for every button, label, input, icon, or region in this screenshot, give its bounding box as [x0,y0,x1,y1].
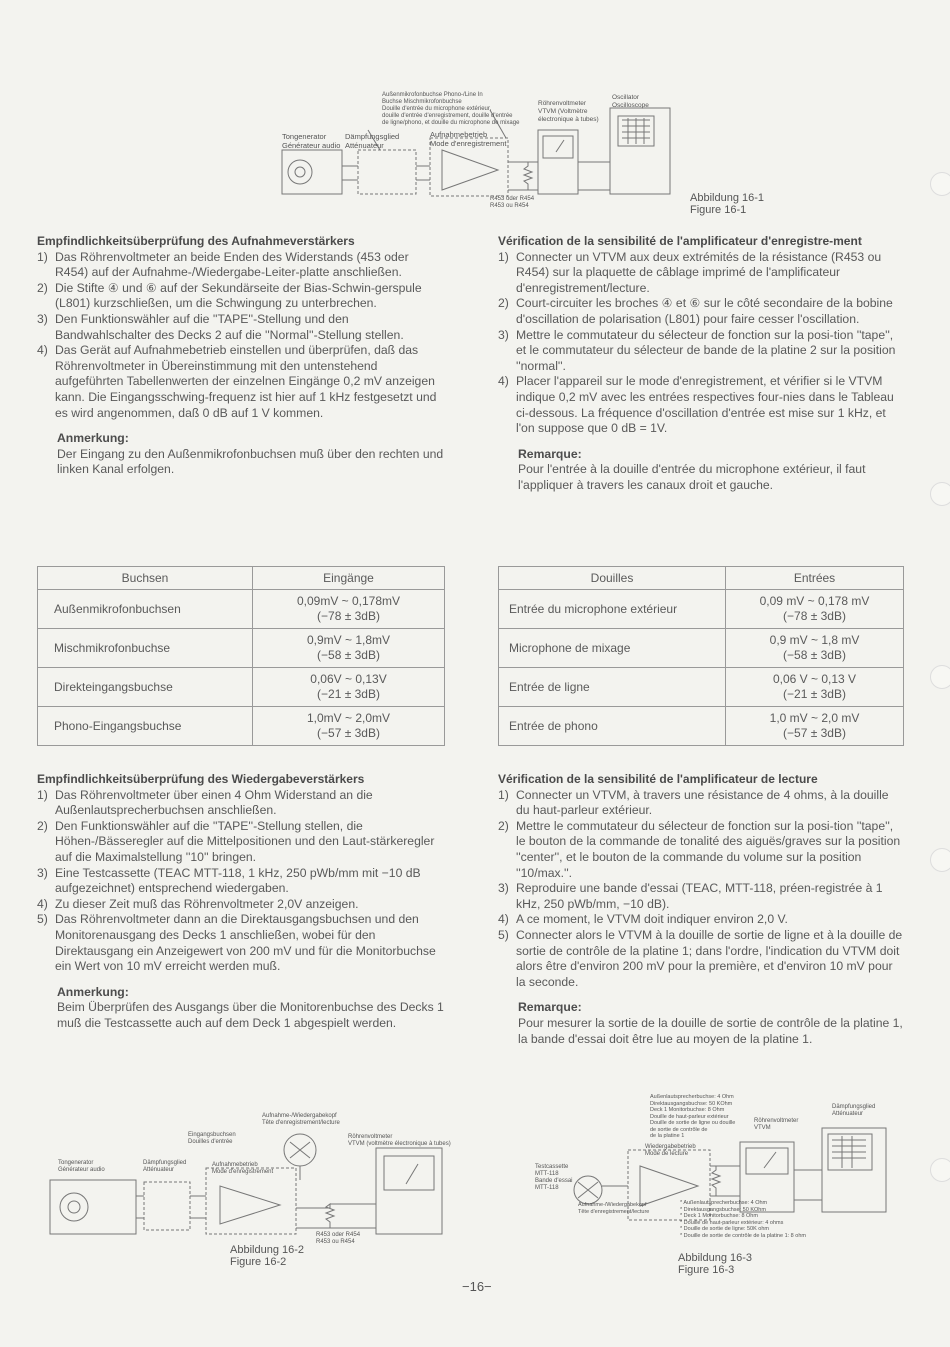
figure-16-2-label-de: Abbildung 16-2 [230,1244,305,1256]
note2-text-fr: Pour mesurer la sortie de la douille de sortie de contrôle de la platine 1, la bande d'essai doit être lue au moyen de la platine 1. [518,1015,903,1046]
fig3-attenuator-de: Dämpfungsglied [832,1104,876,1110]
note2-head-de: Anmerkung: [57,984,129,999]
fig3-output-7: de la platine 1 [650,1133,685,1139]
table-row: Microphone de mixage 0,9 mV ~ 1,8 mV (−58 ± 3dB) [499,629,904,668]
fig3-vtvm-de: Röhrenvoltmeter [754,1118,799,1124]
fig3-legend-5: * Douille de sortie de ligne: 50K ohm [680,1226,769,1232]
figure-16-2-label-fr: Figure 16-2 [230,1256,287,1268]
table-row: Phono-Eingangsbuchse 1,0mV ~ 2,0mV (−57 ± 3dB) [38,707,445,746]
fig3-legend-6: * Douille de sortie de contrôle de la platine 1: 8 ohm [680,1232,806,1239]
fig2-head-de: Aufnahme-/Wiedergabekopf [262,1113,337,1119]
fig1-input-note-4: douille d'entrée d'enregistrement, douille d'entrée [382,113,513,119]
fig3-output-2: Direktausgangsbuchse: 50 KOhm [650,1100,733,1107]
step-item: 1) Connecter un VTVM aux deux extrémités de la résistance (R453 ou R454) sur la plaquette de câblage imprimé de l'amplificateur d'enregistrement/lecture. [498,249,882,295]
fig2-generator-fr: Générateur audio [58,1167,105,1173]
note-text-fr: Pour l'entrée à la douille d'entrée du microphone extérieur, il faut l'appliquer à travers les canaux droit et gauche. [518,462,866,492]
fig1-input-note-5: de ligne/phono, et douille du microphone de mixage [382,120,520,126]
left-column-playback [37,772,445,1032]
fig1-generator-fr: Générateur audio [282,141,341,150]
fig1-scope-2: Oscilloscope [612,102,649,109]
fig2-resistor-fr: R453 ou R454 [316,1239,355,1245]
fig3-cassette-1: Testcassette [535,1164,569,1170]
fig1-resistor-fr: R453 ou R454 [490,203,529,209]
fig3-legend-3: * Deck 1 Monitorbuchse: 8 Ohm [680,1213,758,1219]
fig3-cassette-4: MTT-118 [535,1185,559,1191]
step-item: 1) Das Röhrenvoltmeter an beide Enden des Widerstands (453 oder R454) auf der Aufnahme-/Wiedergabe-Leiter-platte anschließen. [37,249,409,280]
table-row: Entrée de ligne 0,06 V ~ 0,13 V (−21 ± 3dB) [499,668,904,707]
step-item: 3) Mettre le commutateur du sélecteur de fonction sur la posi-tion ''tape'', et le commutateur du sélecteur de bande de la platine 2 sur la position ''normal''. [498,327,896,373]
fig3-vtvm-fr: VTVM [754,1125,771,1131]
fig3-output-6: de sortie de contrôle de [650,1126,708,1133]
note-head-fr: Remarque: [518,446,582,461]
fig3-head-fr: Tête d'enregistrement/lecture [578,1208,650,1215]
fig3-head-de: Aufnahme-/Wiedergabekopf [578,1202,647,1208]
right-column-record [498,234,904,494]
fig3-legend-2: * Direktausgangsbuchse: 50 KOhm [680,1206,766,1213]
fig3-legend-1: * Außenlautsprecherbuchse: 4 Ohm [680,1200,768,1206]
table-row: Entrée du microphone extérieur 0,09 mV ~ 0,178 mV (−78 ± 3dB) [499,590,904,629]
fig3-attenuator-fr: Atténuateur [832,1111,864,1117]
step-item: 2) Mettre le commutateur du sélecteur de fonction sur la posi-tion ''tape'', le bouton de la commande de tonalité des aiguës/graves sur la position ''center'', et le bouton de la commande du volume sur la position ''10/max.''. [498,818,901,880]
fig3-cassette-2: MTT-118 [535,1171,559,1177]
table-inputs-de [37,566,445,746]
table-row: Entrée de phono 1,0 mV ~ 2,0 mV (−57 ± 3dB) [499,707,904,746]
steps-playback-fr [498,788,904,991]
fig3-output-4: Douille de haut-parleur extérieur [650,1113,729,1120]
heading-playback-sensitivity-de: Empfindlichkeitsüberprüfung des Wiedergabeverstärkers [37,772,365,786]
punch-hole [930,848,950,872]
page-number: −16− [462,1279,492,1294]
step-item: 1) Connecter un VTVM, à travers une résistance de 4 ohms, à la douille du haut-parleur extérieur. [498,787,889,818]
fig1-scope-1: Oscillator [612,94,640,101]
step-item: 5) Das Röhrenvoltmeter dann an die Direktausgangsbuchsen und den Monitorenausgang des Decks 1 anschließen, wobei für den Direktausgang ein Anzeigewert von 200 mV und für die Monitorbuchse ein Wert von 10 mV erreicht werden muß. [37,912,436,974]
step-item: 3) Reproduire une bande d'essai (TEAC, MTT-118, préen-registrée à 1 kHz, 250 pWb/mm, −10 dB). [498,881,883,911]
step-item: 4) A ce moment, le VTVM doit indiquer environ 2,0 V. [498,912,788,927]
fig3-legend-4: * Douille de haut-parleur extérieur: 4 ohms [680,1219,784,1226]
punch-hole [930,172,950,196]
fig1-generator-de: Tongenerator [282,132,327,141]
fig2-mode-fr: Mode d'enregistrement [212,1169,274,1175]
fig1-vtvm-1: Röhrenvoltmeter [538,100,587,107]
table-header: Entrées [726,567,904,590]
step-item: 4) Placer l'appareil sur le mode d'enregistrement, et vérifier si le VTVM indique 0,2 mV avec les entrées respectives four-nies dans le Tableau ci-dessous. La fréquence d'oscillation d'entrée est mise sur 1 kHz, et l'on suppose que 0 dB = 1V. [498,374,894,436]
figure-16-3-label-de: Abbildung 16-3 [678,1252,753,1264]
fig3-cassette-3: Bande d'essai [535,1178,573,1184]
fig1-attenuator-fr: Atténuateur [345,141,384,150]
table-header: Buchsen [38,567,253,590]
fig2-resistor-de: R453 oder R454 [316,1232,361,1238]
fig3-output-1: Außenlautsprecherbuchse: 4 Ohm [650,1094,734,1100]
figure-16-1-label-de: Abbildung 16-1 [690,192,765,204]
fig3-output-3: Deck 1 Monitorbuchse: 8 Ohm [650,1107,725,1113]
right-column-playback [498,772,904,1047]
steps-playback-de [37,788,445,975]
fig1-vtvm-2: VTVM (Voltmètre [538,108,588,115]
step-item: 5) Connecter alors le VTVM à la douille de sortie de ligne et à la douille de sortie de contrôle de la platine 1; dans l'ordre, l'indication du VTVM doit alors être d'environ 200 mV pour la première, et d'environ 10 mV pour la seconde. [498,927,903,989]
figure-16-3-label-fr: Figure 16-3 [678,1264,735,1276]
note2-head-fr: Remarque: [518,1000,582,1015]
table-header: Douilles [499,567,726,590]
punch-hole [930,1158,950,1182]
fig3-output-5: Douille de sortie de ligne ou douille [650,1120,736,1126]
figure-16-1-label-fr: Figure 16-1 [690,204,747,216]
fig1-mode-fr: Mode d'enregistrement [430,139,507,148]
fig3-mode-fr: Mode de lecture [645,1151,689,1157]
fig1-mode-de: Aufnahmebetrieb [430,130,488,139]
fig1-resistor-de: R453 oder R454 [490,196,535,202]
step-item: 4) Das Gerät auf Aufnahmebetrieb einstellen und überprüfen, daß das Röhrenvoltmeter in Übereinstimmung mit den untenstehend aufgeführten Tabellenwerten der einzelnen Eingänge 0,2 mV anzeigen kann. Die Eingangsschwing-frequenz ist hier auf 1 kHz festgesetzt und es wird angenommen, daß 0 dB auf 1 V kommen. [37,343,437,420]
step-item: 1) Das Röhrenvoltmeter über einen 4 Ohm Widerstand an die Außenlautsprecherbuchsen anschließen. [37,787,373,818]
fig2-input-jack-de: Eingangsbuchsen [188,1132,236,1138]
step-item: 3) Eine Testcassette (TEAC MTT-118, 1 kHz, 250 pWb/mm mit −10 dB aufgezeichnet) entsprechend wiedergaben. [37,865,421,896]
note2-text-de: Beim Überprüfen des Ausgangs über die Monitorenbuchse des Decks 1 muß die Testcassette auch auf dem Deck 1 abgespielt werden. [57,1000,444,1030]
note-text-de: Der Eingang zu den Außenmikrofonbuchsen muß über den rechten und linken Kanal erfolgen. [57,446,444,477]
step-item: 4) Zu dieser Zeit muß das Röhrenvoltmeter 2,0V anzeigen. [37,896,359,911]
fig3-mode-de: Wiedergabebetrieb [645,1144,696,1150]
fig2-attenuator-de: Dämpfungsglied [143,1160,187,1166]
left-column-record [37,234,445,478]
table-row: Außenmikrofonbuchsen 0,09mV ~ 0,178mV (−78 ± 3dB) [38,590,445,629]
heading-record-sensitivity-de: Empfindlichkeitsüberprüfung des Aufnahmeverstärkers [37,234,355,248]
fig2-input-jack-fr: Douilles d'entrée [188,1139,233,1145]
fig2-attenuator-fr: Atténuateur [143,1167,175,1173]
table-row: Direkteingangsbuchse 0,06V ~ 0,13V (−21 ± 3dB) [38,668,445,707]
punch-hole [930,665,950,689]
fig2-generator-de: Tongenerator [58,1160,94,1166]
fig1-attenuator-de: Dämpfungsglied [345,132,400,141]
fig2-mode-de: Aufnahmebetrieb [212,1162,258,1168]
table-header: Eingänge [253,567,445,590]
table-row: Mischmikrofonbuchse 0,9mV ~ 1,8mV (−58 ± 3dB) [38,629,445,668]
fig1-input-note-2: Buchse Mischmikrofonbuchse [382,99,462,105]
fig1-input-note-1: Außenmikrofonbuchse Phono-/Line In [382,92,483,98]
fig1-vtvm-3: électronique à tubes) [538,116,599,123]
steps-record-de [37,250,445,422]
heading-playback-sensitivity-fr: Vérification de la sensibilité de l'amplificateur de lecture [498,772,818,786]
steps-record-fr [498,250,904,437]
fig2-head-fr: Tête d'enregistrement/lecture [262,1120,340,1126]
step-item: 2) Den Funktionswähler auf die ''TAPE''-Stellung stellen, die Höhen-/Bässeregler auf die Mittelpositionen und den Laut-stärkeregler auf die Maximalstellung ''10'' bringen. [37,818,435,864]
step-item: 2) Die Stifte ④ und ⑥ auf der Sekundärseite der Bias-Schwin-gerspule (L801) kurzschließen, um die Schwingung zu unterbrechen. [37,280,422,311]
step-item: 3) Den Funktionswähler auf die ''TAPE''-Stellung und den Bandwahlschalter des Decks 2 auf die ''Normal''-Stellung stellen. [37,311,404,342]
step-item: 2) Court-circuiter les broches ④ et ⑥ sur le côté secondaire de la bobine d'oscillation de polarisation (L801) pour faire cesser l'oscillation. [498,296,893,326]
fig2-vtvm-fr: VTVM (voltmètre électronique à tubes) [348,1141,451,1147]
heading-record-sensitivity-fr: Vérification de la sensibilité de l'amplificateur d'enregistre-ment [498,234,862,248]
table-inputs-fr [498,566,904,746]
punch-hole [930,482,950,506]
fig1-input-note-3: Douille d'entrée du microphone extérieur, [382,106,492,112]
note-head-de: Anmerkung: [57,431,129,446]
fig2-vtvm-de: Röhrenvoltmeter [348,1134,393,1140]
